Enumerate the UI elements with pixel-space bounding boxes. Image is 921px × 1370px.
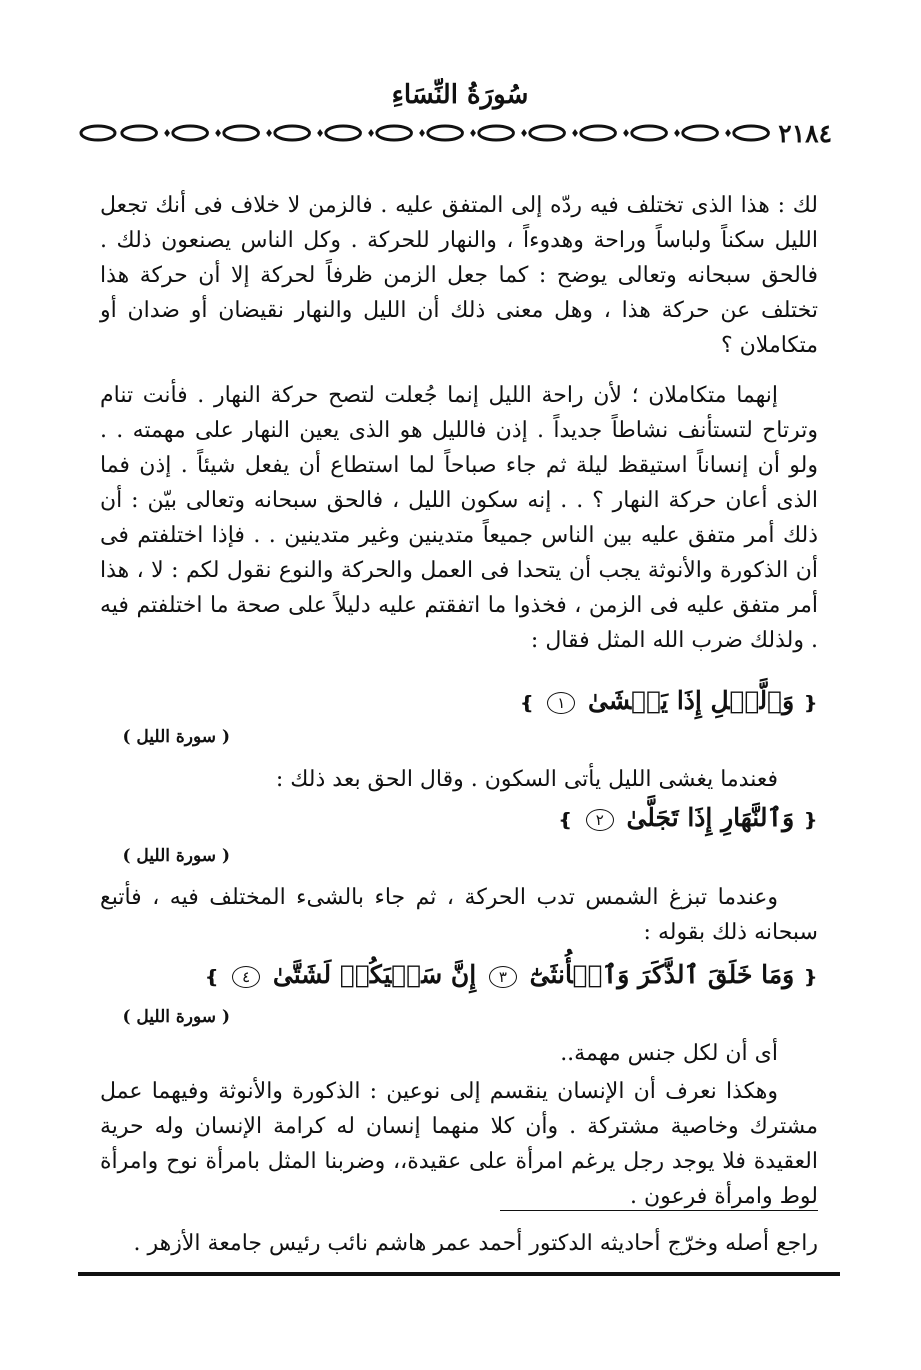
ayah-number-1: ١	[547, 692, 575, 714]
quran-verse-2	[100, 803, 818, 832]
ayah-number-2: ٢	[586, 809, 614, 831]
surah-reference-3: ( سورة الليل )	[122, 1007, 230, 1027]
verse-open-bracket-icon: ❴	[802, 810, 818, 831]
footnote-separator	[500, 1210, 818, 1211]
verse-3-text: وَمَا خَلَقَ ٱلذَّكَرَ وَٱلۡأُنثَىٰٓ	[529, 960, 795, 989]
quran-verse-3	[100, 960, 818, 989]
paragraph-3-text: فعندما يغشى الليل يأتى السكون . وقال الحق بعد ذلك :	[275, 767, 778, 792]
ayah-number-4: ٤	[232, 966, 260, 988]
verse-4-text: إِنَّ سَعۡيَكُمۡ لَشَتَّىٰ	[272, 960, 477, 989]
chain-end-ornament	[78, 118, 118, 148]
surah-reference-1: ( سورة الليل )	[122, 727, 230, 747]
paragraph-2-text: إنهما متكاملان ؛ لأن راحة الليل إنما جُعلت لتصح حركة النهار . فأنت تنام وترتاح لتستأنف نشاطاً جديداً . إذن فالليل هو الذى يعين النهار على مهمته . . ولو أن إنساناً استيقظ ليلة ثم جاء صباحاً لما استطاع أن يفعل شيئاً . إذن فما الذى أعان حركة النهار ؟ . . إنه سكون الليل ، فالحق سبحانه وتعالى بيّن : أن ذلك أمر متفق عليه بين الناس جميعاً متدينين وغير متدينين . . فإذا اختلفتم فى أن الذكورة والأنوثة يجب أن يتحدا فى العمل والحركة والنوع نقول لكم : لا ، هذا أمر متفق عليه فى الزمن ، فخذوا ما اتفقتم عليه دليلاً على صحة ما اختلفتم فيه . ولذلك ضرب الله المثل فقال :	[100, 383, 818, 653]
paragraph-5-text: أى أن لكل جنس مهمة..	[560, 1041, 778, 1066]
surah-reference-2: ( سورة الليل )	[122, 846, 230, 866]
paragraph-3	[100, 762, 818, 797]
verse-1-text: وَٱلَّيۡلِ إِذَا يَغۡشَىٰ	[588, 686, 795, 715]
paragraph-4-text: وعندما تبزغ الشمس تدب الحركة ، ثم جاء بالشىء المختلف فيه ، فأتبع سبحانه ذلك بقوله :	[100, 885, 818, 945]
footnote-text: راجع أصله وخرّج أحاديثه الدكتور أحمد عمر هاشم نائب رئيس جامعة الأزهر .	[133, 1231, 818, 1256]
ayah-number-3: ٣	[489, 966, 517, 988]
verse-2-text: وَٱلنَّهَارِ إِذَا تَجَلَّىٰ	[626, 803, 795, 832]
paragraph-2	[100, 378, 818, 658]
verse-close-bracket-icon: ❵	[519, 693, 535, 714]
quran-verse-1	[100, 686, 818, 715]
verse-close-bracket-icon: ❵	[557, 810, 573, 831]
bottom-page-rule	[78, 1272, 840, 1276]
surah-title: سُورَةُ النِّسَاءِ	[391, 80, 529, 110]
chain-border-ornament	[118, 118, 772, 148]
verse-close-bracket-icon: ❵	[204, 967, 220, 988]
paragraph-6	[100, 1074, 818, 1214]
verse-open-bracket-icon: ❴	[802, 693, 818, 714]
paragraph-4	[100, 880, 818, 950]
paragraph-5	[100, 1036, 818, 1071]
header-ornament-row	[78, 118, 838, 148]
page-number: ٢١٨٤	[778, 118, 832, 148]
paragraph-1	[100, 188, 818, 363]
verse-open-bracket-icon: ❴	[802, 967, 818, 988]
paragraph-1-text: لك : هذا الذى تختلف فيه ردّه إلى المتفق عليه . فالزمن لا خلاف فى أنك تجعل الليل سكناً ولباساً وراحة وهدوءاً ، والنهار للحركة . وكل الناس يصنعون ذلك . فالحق سبحانه وتعالى يوضح : كما جعل الزمن ظرفاً لحركة إلا أن حركة هذا تختلف عن حركة هذا ، وهل معنى ذلك أن الليل والنهار نقيضان أو ضدان أو متكاملان ؟	[100, 193, 818, 358]
paragraph-6-text: وهكذا نعرف أن الإنسان ينقسم إلى نوعين : الذكورة والأنوثة وفيهما عمل مشترك وخاصية مشتركة . وأن كلا منهما إنسان له كرامة الإنسان وله حرية العقيدة فلا يوجد رجل يرغم امرأة على عقيدة،، وضربنا المثل بامرأة نوح وامرأة لوط وامرأة فرعون .	[100, 1079, 818, 1209]
